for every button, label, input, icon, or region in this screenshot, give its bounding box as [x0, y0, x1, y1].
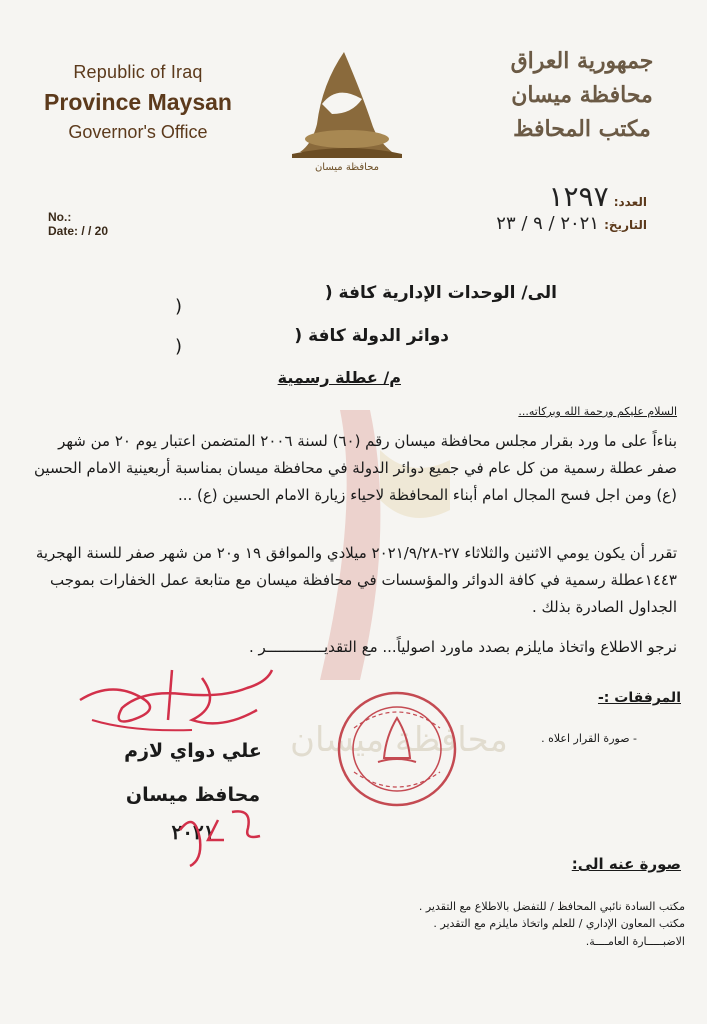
header-republic: Republic of Iraq: [73, 62, 203, 82]
header-ar-republic: جمهورية العراق: [510, 48, 654, 74]
reference-block: [496, 180, 647, 234]
copy-to-heading: صورة عنه الى:: [571, 855, 681, 873]
subject-line: م/ عطلة رسمية: [277, 368, 401, 387]
signature-date: ٢٠٢١: [171, 820, 215, 844]
arabic-header: [487, 44, 677, 146]
cc-item: مكتب المعاون الإداري / للعلم واتخاذ مايلزم مع التقدير .: [433, 917, 685, 930]
header-ar-province: محافظة ميسان: [511, 82, 653, 108]
header-ar-office: مكتب المحافظ: [513, 116, 651, 142]
no-label: No.:: [48, 210, 72, 224]
addressee-paren-2: ): [175, 336, 183, 357]
greeting: السلام عليكم ورحمة الله وبركاته...: [518, 405, 677, 418]
signatory-name: علي دواي لازم: [124, 740, 262, 762]
header-province: Province Maysan: [44, 89, 232, 115]
no-date-block: [48, 210, 108, 238]
english-header: [38, 62, 238, 143]
reference-date: ٢٠٢١ / ٩ / ٢٣: [496, 213, 600, 234]
body-paragraph-1: بناءاً على ما ورد بقرار مجلس محافظة ميسان رقم (٦٠) لسنة ٢٠٠٦ المتضمن اعتبار يوم ٢٠ من شهر صفر عطلة رسمية من كل عام في جميع دوائر الدولة في محافظة ميسان بمناسبة أربعينية الامام الحسين (ع) ومن اجل فسح المجال امام أبناء المحافظة لاحياء زيارة الامام الحسين (ع) ...: [34, 432, 677, 504]
handwritten-signature: [72, 660, 282, 740]
official-stamp: [334, 688, 460, 810]
body-paragraph-2: تقرر أن يكون يومي الاثنين والثلاثاء ٢٧-٢٠٢١/٩/٢٨ ميلادي والموافق ١٩ و٢٠ من شهر صفر للسنة الهجرية ١٤٤٣عطلة رسمية في كافة الدوائر والمؤسسات في محافظة ميسان مع متابعة عمل الخفارات بموجب الجداول الصادرة بذلك .: [35, 544, 677, 616]
cc-item: الاضبـــــارة العامــــة.: [585, 935, 685, 948]
attachment-item: - صورة القرار اعلاه .: [541, 732, 637, 745]
ar-number-label: العدد:: [613, 195, 647, 209]
date-label: Date: / / 20: [48, 224, 109, 238]
addressee-paren-1: ): [175, 296, 183, 317]
attachments-heading: المرفقات :-: [597, 690, 681, 706]
addressee-line-1: الى/ الوحدات الإدارية كافة (: [324, 283, 557, 303]
ar-date-label: التاريخ:: [604, 218, 647, 232]
logo-caption: محافظة ميسان: [314, 162, 380, 173]
signatory-title: محافظ ميسان: [125, 784, 261, 806]
addressee-line-2: دوائر الدولة كافة (: [294, 326, 449, 346]
cc-item: مكتب السادة نائبي المحافظ / للتفضل بالاطلاع مع التقدير .: [418, 900, 685, 913]
handwritten-date: [160, 800, 280, 870]
watermark-text: محافظة ميسان: [290, 720, 508, 760]
header-office: Governor's Office: [68, 122, 208, 142]
body-paragraph-3: نرجو الاطلاع واتخاذ مايلزم بصدد ماورد اصولياً... مع التقديـــــــــــــر .: [249, 638, 677, 656]
maysan-logo: [282, 44, 412, 174]
reference-number: ١٢٩٧: [548, 180, 609, 213]
